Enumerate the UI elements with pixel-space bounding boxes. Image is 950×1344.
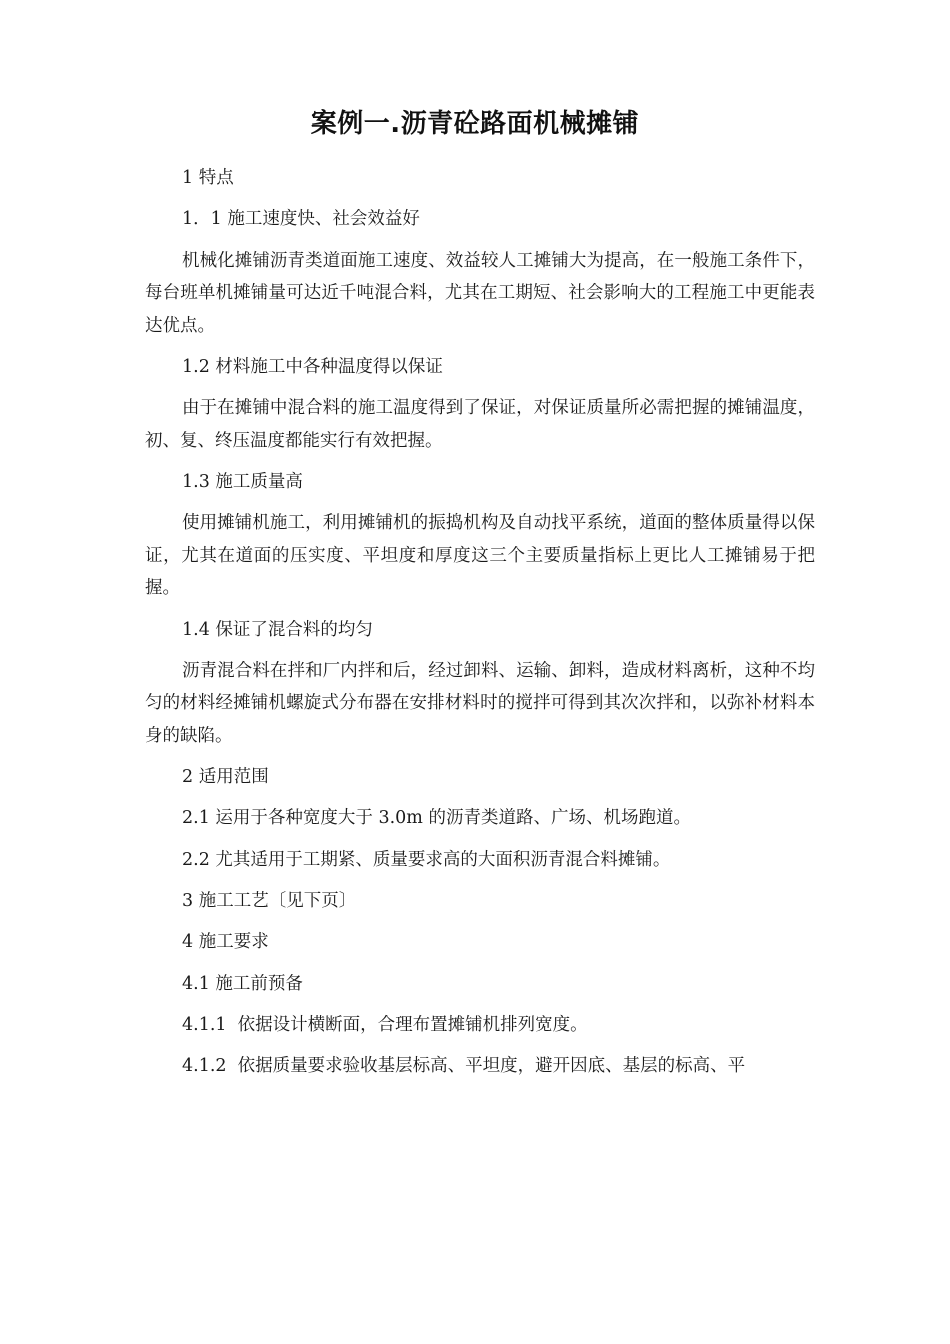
document-body: [145, 162, 815, 1092]
item-2-2: 2.2 尤其适用于工期紧、质量要求高的大面积沥青混合料摊铺。: [182, 849, 671, 870]
paragraph-1-3-body: 使用摊铺机施工，利用摊铺机的振捣机构及自动找平系统，道面的整体质量得以保证，尤其在道面的压实度、平坦度和厚度这三个主要质量指标上更比人工摊铺易于把握。: [145, 513, 815, 599]
subheading-4-1: 4.1 施工前预备: [182, 973, 303, 994]
subheading-1-2: 1.2 材料施工中各种温度得以保证: [182, 356, 443, 377]
subheading-1-3: 1.3 施工质量高: [182, 471, 303, 492]
item-4-1-2: 4.1.2 依据质量要求验收基层标高、平坦度，避开因底、基层的标高、平: [182, 1056, 746, 1077]
paragraph-1-2-body: 由于在摊铺中混合料的施工温度得到了保证，对保证质量所必需把握的摊铺温度，初、复、终压温度都能实行有效把握。: [145, 398, 815, 451]
item-2-1: 2.1 运用于各种宽度大于 3.0m 的沥青类道路、广场、机场跑道。: [182, 808, 691, 829]
paragraph-1-4-body: 沥青混合料在拌和厂内拌和后，经过卸料、运输、卸料，造成材料离析，这种不均匀的材料经摊铺机螺旋式分布器在安排材料时的搅拌可得到其次次拌和，以弥补材料本身的缺陷。: [145, 660, 815, 746]
document-title: 案例一.沥青砼路面机械摊铺: [310, 109, 640, 139]
heading-4-requirements: 4 施工要求: [182, 932, 269, 953]
item-4-1-1: 4.1.1 依据设计横断面，合理布置摊铺机排列宽度。: [182, 1014, 588, 1035]
subheading-1-4: 1.4 保证了混合料的均匀: [182, 619, 373, 640]
heading-2-scope: 2 适用范围: [182, 767, 269, 788]
subheading-1-1: 1．1 施工速度快、社会效益好: [182, 209, 420, 230]
heading-3-process: 3 施工工艺〔见下页〕: [182, 891, 357, 912]
paragraph-1-1-body: 机械化摊铺沥青类道面施工速度、效益较人工摊铺大为提高，在一般施工条件下，每台班单机摊铺量可达近千吨混合料，尤其在工期短、社会影响大的工程施工中更能表达优点。: [145, 250, 815, 336]
heading-1-features: 1 特点: [182, 168, 234, 188]
